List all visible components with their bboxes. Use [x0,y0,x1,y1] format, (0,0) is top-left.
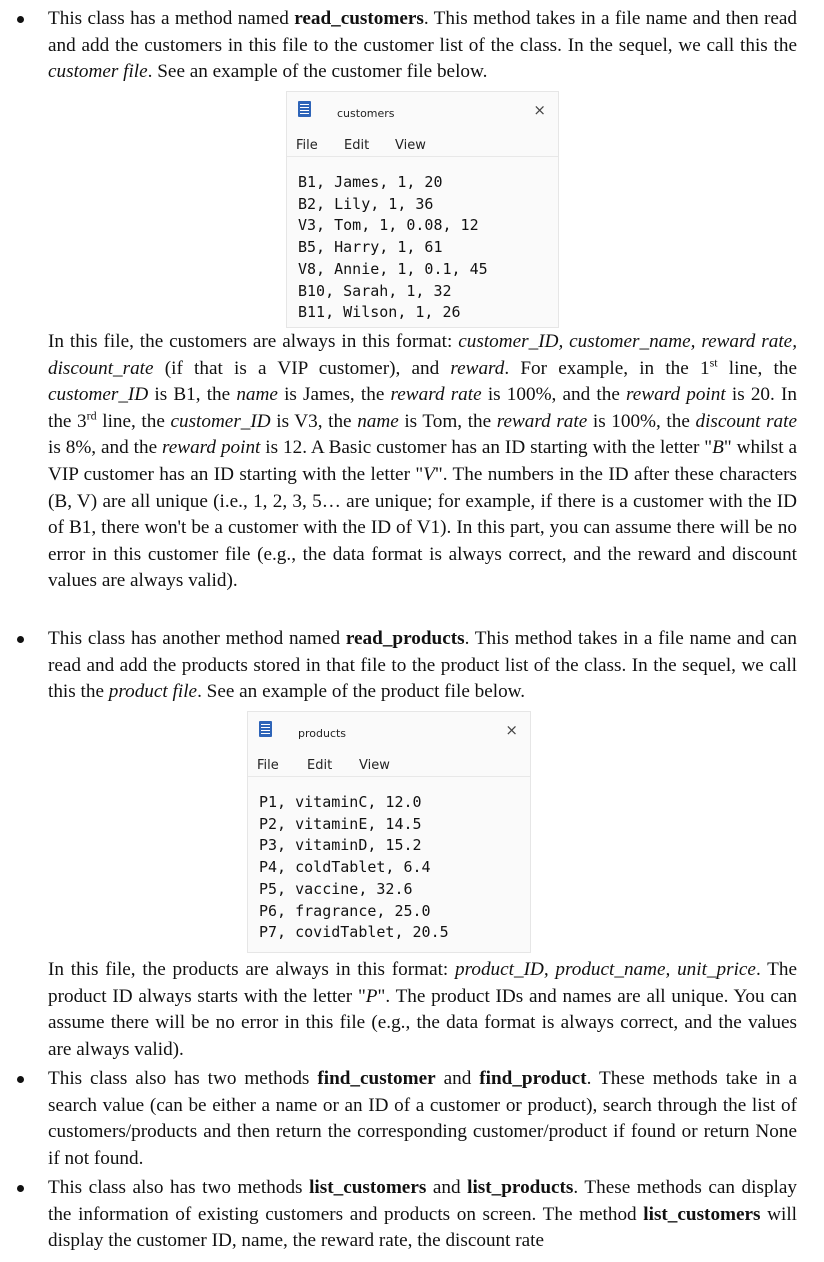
file-line: P5, vaccine, 32.6 [259,879,413,898]
file-line: B5, Harry, 1, 61 [298,238,443,257]
bullet-read-customers [0,6,824,86]
paragraph: In this file, the customers are always in this format: customer_ID, customer_name, reward rate, discount_rate (if that is a VIP customer), and reward. For example, in the 1st line, the customer_ID is B1, the name is James, the reward rate is 100%, and the reward point is 20. In the 3rd line, the customer_ID is V3, the name is Tom, the reward rate is 100%, the discount rate is 8%, and the reward point is 12. A Basic customer has an ID starting with the letter "B" whilst a VIP customer has an ID starting with the letter "V". The numbers in the ID after these characters (B, V) are all unique (i.e., 1, 2, 3, 5… are unique; for example, if there is a customer with the ID of B1, there won't be a customer with the ID of V1). In this part, you can assume there will be no error in this customer file (e.g., the data format is always correct, and the reward and discount values are always valid). [48,331,797,592]
file-content[interactable] [298,172,488,324]
file-line: P1, vitaminC, 12.0 [259,793,422,811]
menu-view[interactable]: View [359,758,390,773]
notepad-icon [298,101,311,117]
menu-bar [287,130,558,157]
window-title: customers [337,107,395,120]
file-content[interactable] [259,792,449,944]
file-line: V8, Annie, 1, 0.1, 45 [298,259,488,278]
bullet-item [0,6,824,86]
notepad-icon [259,721,272,737]
products-notepad-window [247,711,531,953]
customer-file-description [48,329,797,595]
bullet-read-products [0,626,824,706]
product-file-description [48,957,797,1063]
window-title: products [298,727,347,740]
text: . See an example of the customer file below. [147,61,488,83]
bullet-find-methods [0,1066,824,1172]
bullet-item: This class also has two methods find_customer and find_product. These methods take in a search value (can be either a name or an ID of a customer or product), search through the list of customers/products and then return the corresponding customer/product if found or return None if not found. [0,1066,824,1172]
text: This class has a method named [48,8,295,29]
text: . This method takes in a file name and then read and add the customers in this file to the customer list of the class. In the sequel, we call this the [48,8,798,56]
file-line: P6, fragrance, 25.0 [259,901,431,920]
term: customer file [48,61,148,83]
file-line: B2, Lily, 1, 36 [298,194,434,213]
menu-file[interactable]: File [257,758,279,773]
close-icon[interactable]: × [533,101,546,119]
menu-file[interactable]: File [296,138,318,153]
file-line: P2, vitaminE, 14.5 [259,814,422,833]
file-line: P7, covidTablet, 20.5 [259,923,449,942]
bullet-item: This class also has two methods list_customers and list_products. These methods can display the information of existing customers and products on screen. The method list_customers will display the customer ID, name, the reward rate, the discount rate [0,1175,824,1255]
bullet-list-methods [0,1175,824,1255]
menu-edit[interactable]: Edit [307,758,333,773]
menu-edit[interactable]: Edit [344,138,370,153]
file-line: V3, Tom, 1, 0.08, 12 [298,216,479,235]
file-line: B1, James, 1, 20 [298,173,443,191]
close-icon[interactable]: × [505,721,518,739]
paragraph: In this file, the products are always in this format: product_ID, product_name, unit_price. The product ID always starts with the letter "P". The product IDs and names are all unique. You can assume there will be no error in this file (e.g., the data format is always correct, and the values are always valid). [48,959,797,1060]
file-line: B10, Sarah, 1, 32 [298,281,452,300]
file-line: B11, Wilson, 1, 26 [298,303,461,322]
menu-bar [248,750,530,777]
customers-notepad-window [286,91,559,328]
window-titlebar [248,712,530,746]
method-name: read_customers [294,8,424,29]
bullet-item: This class has another method named read_products. This method takes in a file name and can read and add the products stored in that file to the product list of the class. In the sequel, we call this the product file. See an example of the product file below. [0,626,824,706]
file-line: P3, vitaminD, 15.2 [259,836,422,855]
window-titlebar [287,92,558,126]
menu-view[interactable]: View [395,138,426,153]
file-line: P4, coldTablet, 6.4 [259,858,431,877]
